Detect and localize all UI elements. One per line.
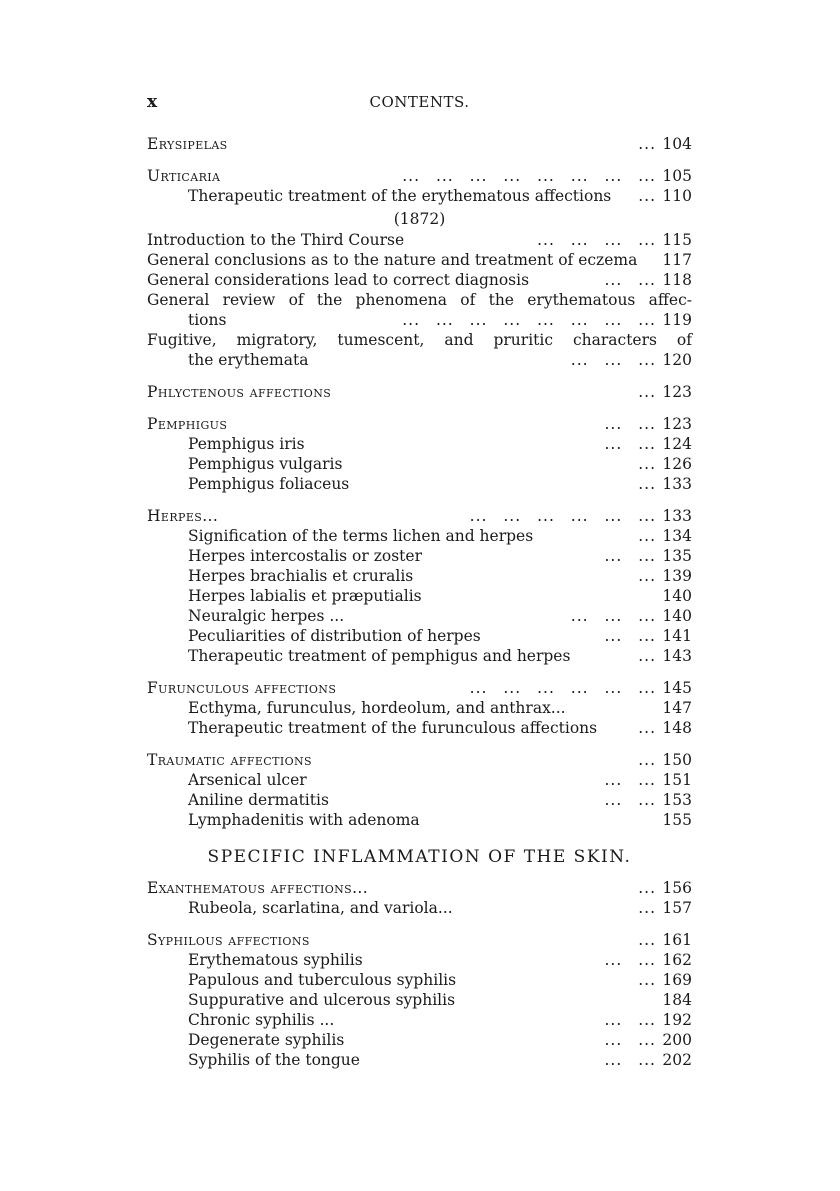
toc-entry <box>147 134 692 154</box>
toc-entry <box>147 506 692 526</box>
toc-leader-dots: ... ... <box>604 1011 656 1029</box>
toc-entry-title: Pemphigus vulgaris <box>188 455 343 473</box>
toc-page-number: 192 <box>662 1011 692 1029</box>
toc-entry-title: Degenerate syphilis <box>188 1031 345 1049</box>
toc-entry <box>147 586 692 606</box>
toc-entry-title: Pemphigus <box>147 415 228 433</box>
section-heading: SPECIFIC INFLAMMATION OF THE SKIN. <box>207 847 632 867</box>
toc-leader-dots: ... ... ... ... ... ... <box>469 507 656 525</box>
toc-leader-dots: ... ... <box>604 1031 656 1049</box>
toc-leader-dots: ... ... <box>604 435 656 453</box>
toc-entry-title: Pemphigus iris <box>188 435 305 453</box>
toc-leader-dots: ... ... <box>604 1051 656 1069</box>
toc-entry-title: Herpes intercostalis or zoster <box>188 547 422 565</box>
toc-entry-title: General conclusions as to the nature and treatment of eczema <box>147 251 638 269</box>
toc-entry-title: Fugitive, migratory, tumescent, and pruritic characters of <box>147 331 692 349</box>
toc-leader-dots: ... <box>638 383 656 401</box>
toc-entry-title: Introduction to the Third Course <box>147 231 405 249</box>
toc-entry <box>147 454 692 474</box>
toc-leader-dots: ... <box>638 527 656 545</box>
toc-entry <box>147 790 692 810</box>
toc-page-number: 110 <box>662 187 692 205</box>
toc-page-number: 141 <box>662 627 692 645</box>
toc-entry-title: Therapeutic treatment of pemphigus and herpes <box>188 647 571 665</box>
toc-leader-dots: ... <box>638 751 656 769</box>
toc-entry <box>147 310 692 330</box>
toc-page-number: 157 <box>662 899 692 917</box>
toc-entry-title: Suppurative and ulcerous syphilis <box>188 991 456 1009</box>
toc-leader-dots: ... <box>638 187 656 205</box>
toc-entry <box>147 382 692 402</box>
toc-entry-title: Furunculous affections <box>147 679 337 697</box>
toc-entry <box>147 474 692 494</box>
page-header <box>147 92 692 116</box>
toc-page-number: 148 <box>662 719 692 737</box>
toc-leader-dots: ... <box>638 971 656 989</box>
toc-page-number: 139 <box>662 567 692 585</box>
toc-entry <box>147 1010 692 1030</box>
toc-page-number: 156 <box>662 879 692 897</box>
toc-page-number: 119 <box>662 311 692 329</box>
toc-leader-dots: ... <box>638 567 656 585</box>
toc-page-number: 117 <box>662 251 692 269</box>
toc-page-number: 169 <box>662 971 692 989</box>
toc-page-number: 161 <box>662 931 692 949</box>
toc-leader-dots: ... ... <box>604 627 656 645</box>
toc-leader-dots: ... ... <box>604 951 656 969</box>
toc-page-number: 133 <box>662 507 692 525</box>
toc-page-number: 115 <box>662 231 692 249</box>
toc-entry-title: Urticaria <box>147 167 221 185</box>
toc-section-3 <box>147 382 692 830</box>
toc-entry <box>147 546 692 566</box>
toc-entry <box>147 330 692 350</box>
toc-leader-dots: ... ... ... <box>570 607 656 625</box>
toc-entry <box>147 898 692 918</box>
toc-entry-title: Syphilis of the tongue <box>188 1051 360 1069</box>
toc-leader-dots: ... ... <box>604 547 656 565</box>
toc-entry-title: Signification of the terms lichen and herpes <box>188 527 534 545</box>
toc-leader-dots: ... ... ... ... <box>537 231 656 249</box>
toc-leader-dots: ... ... ... ... ... ... ... ... <box>402 167 656 185</box>
toc-leader-dots: ... ... <box>604 791 656 809</box>
toc-entry-title: Peculiarities of distribution of herpes <box>188 627 481 645</box>
toc-entry <box>147 878 692 898</box>
toc-entry <box>147 1050 692 1070</box>
toc-leader-dots: ... <box>638 719 656 737</box>
toc-leader-dots: ... ... ... ... ... ... ... ... <box>402 311 656 329</box>
toc-entry <box>147 290 692 310</box>
toc-page-number: 150 <box>662 751 692 769</box>
toc-entry-title: Chronic syphilis ... <box>188 1011 335 1029</box>
toc-entry <box>147 270 692 290</box>
toc-page-number: 126 <box>662 455 692 473</box>
toc-leader-dots: ... ... <box>604 415 656 433</box>
toc-page-number: 155 <box>662 811 692 829</box>
toc-page-number: 105 <box>662 167 692 185</box>
toc-entry-title: tions <box>188 311 227 329</box>
toc-entry-title: Arsenical ulcer <box>188 771 307 789</box>
toc-entry-title: Lymphadenitis with adenoma <box>188 811 420 829</box>
page-title: CONTENTS. <box>369 93 470 111</box>
toc-entry <box>147 526 692 546</box>
toc-section-1 <box>147 134 692 206</box>
toc-entry <box>147 930 692 950</box>
toc-entry <box>147 414 692 434</box>
toc-section-2 <box>147 230 692 370</box>
toc-page-number: 135 <box>662 547 692 565</box>
toc-page-number: 200 <box>662 1031 692 1049</box>
toc-entry <box>147 230 692 250</box>
toc-entry <box>147 1030 692 1050</box>
toc-page-number: 202 <box>662 1051 692 1069</box>
toc-entry-title: Erythematous syphilis <box>188 951 363 969</box>
toc-page-number: 118 <box>662 271 692 289</box>
toc-leader-dots: ... <box>638 455 656 473</box>
toc-entry-title: Erysipelas <box>147 135 228 153</box>
toc-entry-title: Syphilous affections <box>147 931 310 949</box>
toc-entry <box>147 718 692 738</box>
toc-leader-dots: ... <box>638 899 656 917</box>
toc-page-number: 147 <box>662 699 692 717</box>
toc-entry <box>147 566 692 586</box>
toc-entry-title: Neuralgic herpes ... <box>188 607 345 625</box>
toc-entry-title: General review of the phenomena of the erythematous affec- <box>147 291 692 309</box>
toc-entry <box>147 750 692 770</box>
toc-entry <box>147 606 692 626</box>
toc-leader-dots: ... <box>638 647 656 665</box>
toc-entry <box>147 186 692 206</box>
toc-leader-dots: ... <box>638 135 656 153</box>
toc-entry <box>147 626 692 646</box>
toc-entry-title: General considerations lead to correct diagnosis <box>147 271 530 289</box>
toc-leader-dots: ... ... <box>604 271 656 289</box>
toc-page-number: 134 <box>662 527 692 545</box>
page-number: x <box>147 92 158 112</box>
toc-entry <box>147 810 692 830</box>
toc-entry <box>147 678 692 698</box>
toc-entry <box>147 646 692 666</box>
toc-leader-dots: ... ... ... ... ... ... <box>469 679 656 697</box>
toc-page-number: 145 <box>662 679 692 697</box>
toc-entry <box>147 770 692 790</box>
toc-page-number: 140 <box>662 587 692 605</box>
toc-entry-title: Rubeola, scarlatina, and variola... <box>188 899 453 917</box>
toc-entry <box>147 970 692 990</box>
toc-leader-dots: ... <box>638 475 656 493</box>
toc-page-number: 124 <box>662 435 692 453</box>
toc-entry <box>147 698 692 718</box>
toc-entry-title: Herpes labialis et præputialis <box>188 587 422 605</box>
toc-entry <box>147 250 692 270</box>
toc-page-number: 123 <box>662 415 692 433</box>
toc-entry-title: Traumatic affections <box>147 751 312 769</box>
toc-entry-title: the erythemata <box>188 351 309 369</box>
toc-section-4 <box>147 878 692 1070</box>
toc-entry <box>147 990 692 1010</box>
toc-entry-title: Pemphigus foliaceus <box>188 475 350 493</box>
toc-page-number: 143 <box>662 647 692 665</box>
toc-entry <box>147 166 692 186</box>
toc-entry-title: Herpes brachialis et cruralis <box>188 567 414 585</box>
toc-leader-dots: ... ... <box>604 771 656 789</box>
toc-entry <box>147 350 692 370</box>
toc-entry-title: Papulous and tuberculous syphilis <box>188 971 457 989</box>
toc-entry-title: Ecthyma, furunculus, hordeolum, and anthrax... <box>188 699 566 717</box>
toc-entry-title: Herpes... <box>147 507 219 525</box>
toc-entry-title: Therapeutic treatment of the furunculous affections <box>188 719 598 737</box>
toc-page-number: 153 <box>662 791 692 809</box>
toc-entry-title: Phlyctenous affections <box>147 383 332 401</box>
toc-page-number: 140 <box>662 607 692 625</box>
contents-page <box>147 92 692 1070</box>
toc-leader-dots: ... <box>638 931 656 949</box>
toc-leader-dots: ... ... ... <box>570 351 656 369</box>
toc-page-number: 123 <box>662 383 692 401</box>
toc-entry-title: Therapeutic treatment of the erythematous affections <box>188 187 612 205</box>
toc-page-number: 133 <box>662 475 692 493</box>
toc-leader-dots: ... <box>638 879 656 897</box>
toc-entry <box>147 950 692 970</box>
toc-page-number: 162 <box>662 951 692 969</box>
toc-page-number: 120 <box>662 351 692 369</box>
toc-entry-title: Exanthematous affections... <box>147 879 369 897</box>
toc-entry-title: Aniline dermatitis <box>188 791 329 809</box>
toc-page-number: 104 <box>662 135 692 153</box>
toc-page-number: 184 <box>662 991 692 1009</box>
toc-entry <box>147 434 692 454</box>
toc-page-number: 151 <box>662 771 692 789</box>
table-of-contents <box>147 134 692 1070</box>
year-heading: (1872) <box>393 210 446 228</box>
